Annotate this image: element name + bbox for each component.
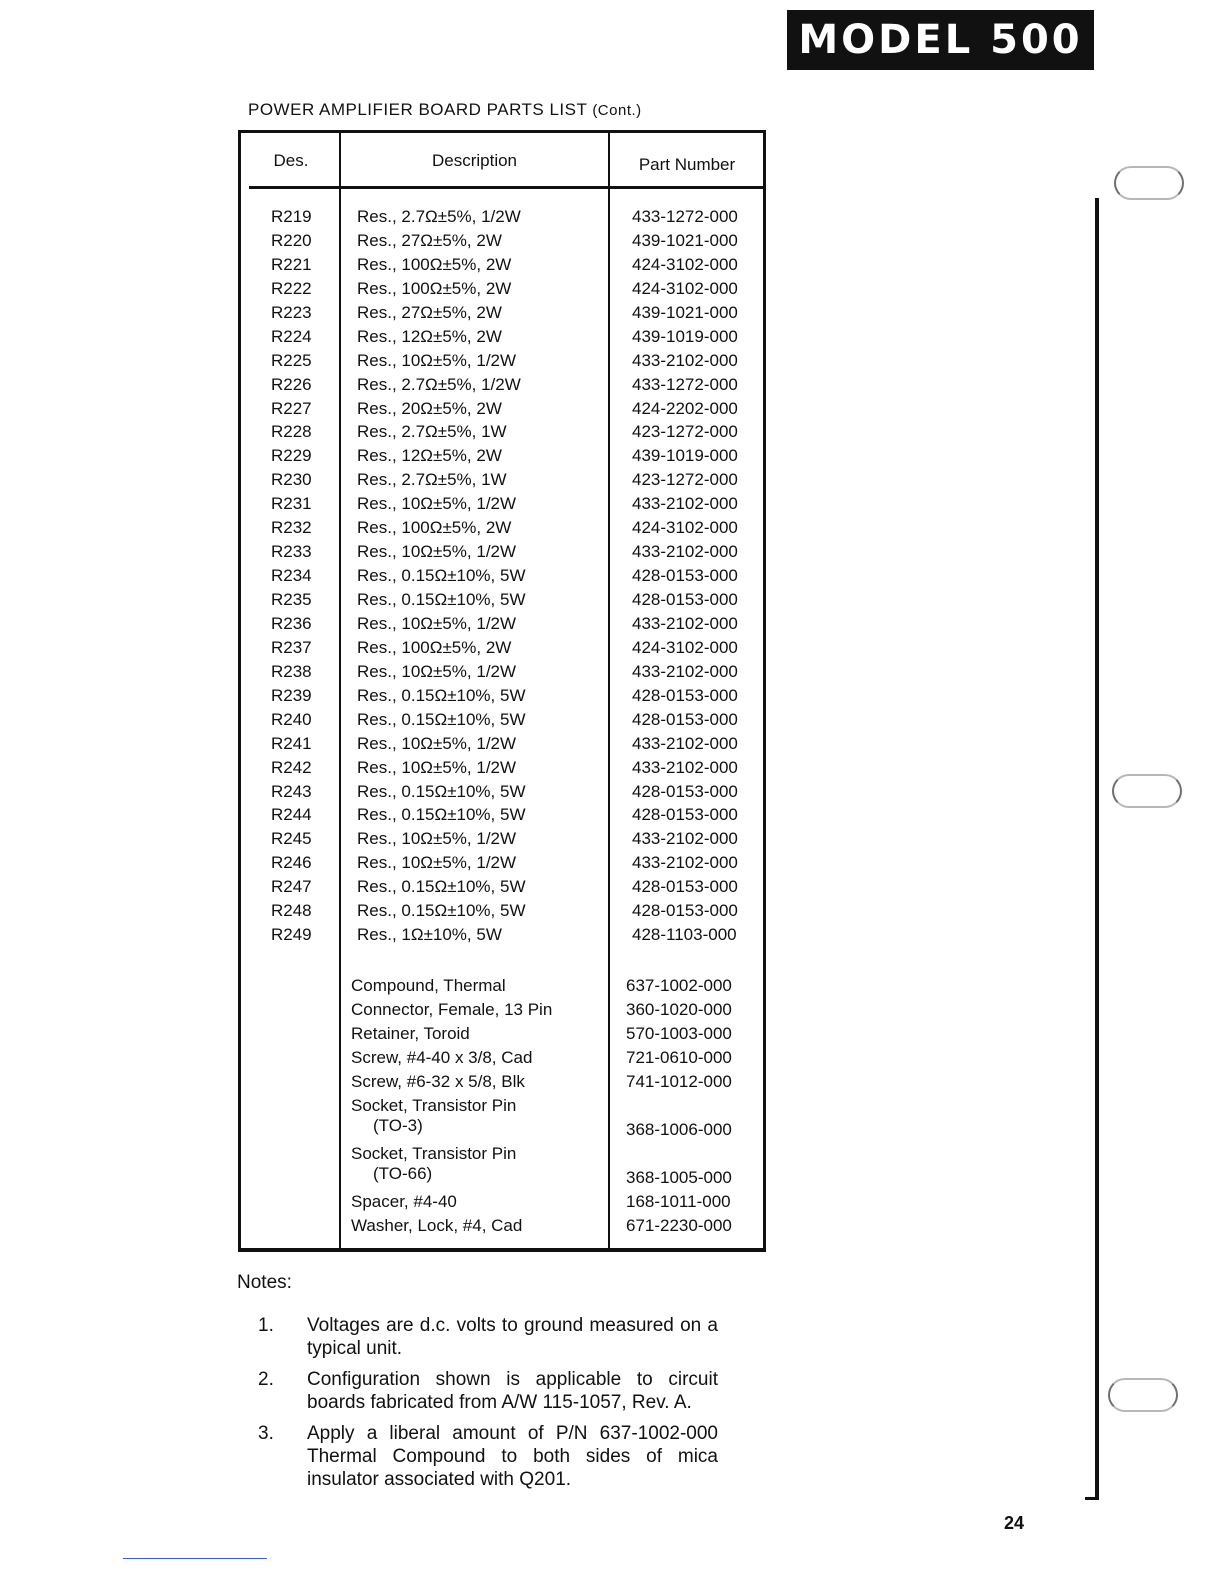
part-number-cell: 428-0153-000 (632, 590, 738, 609)
punch-hole-icon (1108, 1378, 1178, 1412)
description-cell: Res., 1Ω±10%, 5W (357, 925, 502, 945)
table-row (241, 1072, 763, 1096)
designator-cell: R246 (271, 853, 312, 873)
column-header-part-number: Part Number (638, 155, 736, 174)
part-number-cell: 439-1019-000 (632, 446, 738, 466)
binder-edge-foot (1085, 1497, 1099, 1500)
description-cell: Res., 100Ω±5%, 2W (357, 254, 512, 274)
part-number-cell: 428-0153-000 (632, 709, 738, 729)
note-text: Apply a liberal amount of P/N 637-1002-000 Thermal Compound to both sides of mica insulator associated with Q201. (307, 1423, 718, 1490)
description-cell: Res., 0.15Ω±10%, 5W (357, 877, 526, 897)
description-cell: Res., 12Ω±5%, 2W (357, 446, 502, 466)
table-row (241, 829, 763, 853)
table-row (241, 686, 763, 710)
table-row (241, 614, 763, 638)
description-cell: Res., 10Ω±5%, 1/2W (357, 494, 517, 514)
designator-cell: R235 (271, 590, 312, 609)
part-number-cell: 671-2230-000 (626, 1215, 732, 1235)
description-cell: Res., 0.15Ω±10%, 5W (357, 901, 526, 921)
description-cell: Res., 10Ω±5%, 1/2W (357, 613, 517, 633)
note-item (258, 1422, 718, 1491)
designator-cell: R226 (271, 374, 312, 394)
designator-cell: R236 (271, 613, 312, 633)
table-row (241, 1024, 763, 1048)
table-row (241, 1216, 763, 1240)
table-row (241, 853, 763, 877)
description-cell: Res., 10Ω±5%, 1/2W (357, 733, 517, 753)
designator-cell: R238 (271, 661, 312, 681)
description-cell: Res., 2.7Ω±5%, 1/2W (357, 374, 521, 394)
table-row (241, 566, 763, 590)
designator-cell: R240 (271, 709, 312, 729)
table-row (241, 303, 763, 327)
part-number-cell: 433-2102-000 (632, 350, 738, 370)
designator-cell: R227 (271, 398, 312, 418)
part-number-cell: 428-0153-000 (632, 877, 738, 897)
model-label: MODEL 500 (798, 17, 1083, 63)
model-banner (787, 10, 1094, 70)
table-row (241, 255, 763, 279)
punch-hole-icon (1112, 774, 1182, 808)
note-text: Configuration shown is applicable to circuit boards fabricated from A/W 115-1057, Rev. A. (307, 1369, 718, 1413)
description-cell (351, 1216, 522, 1236)
misc-rows (241, 976, 763, 1240)
designator-cell: R233 (271, 542, 312, 562)
notes-heading: Notes: (237, 1272, 292, 1293)
designator-cell: R245 (271, 829, 312, 849)
designator-cell: R249 (271, 925, 312, 945)
description-cell (351, 1024, 470, 1044)
designator-cell: R242 (271, 757, 312, 777)
page-title (248, 100, 642, 120)
description-subtext: (TO-3) (373, 1115, 423, 1135)
designator-cell: R231 (271, 494, 312, 514)
description-cell: Res., 100Ω±5%, 2W (357, 518, 512, 538)
part-number-cell: 637-1002-000 (626, 976, 732, 995)
part-number-cell: 570-1003-000 (626, 1023, 732, 1043)
description-cell (351, 1144, 516, 1184)
description-text: Connector, Female, 13 Pin (351, 999, 553, 1019)
note-number: 3. (258, 1423, 274, 1444)
table-row (241, 1144, 763, 1192)
part-number-cell: 433-2102-000 (632, 829, 738, 849)
description-text: Socket, Transistor Pin (351, 1143, 517, 1163)
description-cell: Res., 100Ω±5%, 2W (357, 637, 512, 657)
table-row (241, 399, 763, 423)
part-number-cell: 360-1020-000 (626, 999, 732, 1019)
table-row (241, 470, 763, 494)
description-cell: Res., 0.15Ω±10%, 5W (357, 709, 526, 729)
designator-cell: R239 (271, 685, 312, 705)
designator-cell: R224 (271, 326, 312, 346)
notes-list (258, 1314, 718, 1499)
part-number-cell: 424-3102-000 (632, 254, 738, 274)
table-row (241, 446, 763, 470)
part-number-cell: 424-2202-000 (632, 398, 738, 418)
description-text: Screw, #4-40 x 3/8, Cad (351, 1047, 533, 1067)
table-row (241, 231, 763, 255)
designator-cell: R219 (271, 207, 312, 226)
designator-cell: R230 (271, 470, 312, 490)
designator-cell: R241 (271, 733, 312, 753)
table-row (241, 351, 763, 375)
footnote-rule (123, 1558, 267, 1559)
note-number: 1. (258, 1315, 274, 1336)
description-cell: Res., 100Ω±5%, 2W (357, 278, 512, 298)
part-number-cell: 433-2102-000 (632, 757, 738, 777)
table-row (241, 805, 763, 829)
column-header-description: Description (431, 151, 518, 170)
list-title-text: POWER AMPLIFIER BOARD PARTS LIST (248, 100, 588, 119)
table-row (241, 638, 763, 662)
table-row (241, 901, 763, 925)
description-text: Washer, Lock, #4, Cad (351, 1215, 523, 1235)
table-row (241, 1096, 763, 1144)
designator-cell: R232 (271, 518, 312, 538)
description-cell: Res., 0.15Ω±10%, 5W (357, 566, 526, 586)
part-number-cell: 428-1103-000 (632, 925, 737, 945)
description-cell: Res., 12Ω±5%, 2W (357, 326, 502, 346)
table-row (241, 207, 763, 231)
table-row (241, 279, 763, 303)
description-cell: Res., 10Ω±5%, 1/2W (357, 661, 517, 681)
table-row (241, 710, 763, 734)
part-number-cell: 433-2102-000 (632, 494, 738, 514)
part-number-cell: 439-1021-000 (632, 230, 738, 250)
description-cell: Res., 0.15Ω±10%, 5W (357, 805, 526, 825)
description-cell (351, 1096, 516, 1136)
description-cell (351, 1072, 525, 1092)
description-cell (351, 1048, 532, 1068)
list-title-suffix: (Cont.) (592, 102, 642, 119)
designator-cell: R221 (271, 254, 312, 274)
description-cell: Res., 2.7Ω±5%, 1W (357, 470, 507, 490)
note-text: Voltages are d.c. volts to ground measured on a typical unit. (307, 1315, 718, 1359)
description-text: Spacer, #4-40 (351, 1191, 457, 1211)
description-cell: Res., 2.7Ω±5%, 1/2W (357, 207, 521, 226)
table-row (241, 518, 763, 542)
note-item (258, 1368, 718, 1414)
designator-cell: R225 (271, 350, 312, 370)
part-number-cell: 424-3102-000 (632, 637, 738, 657)
designator-cell: R222 (271, 278, 312, 298)
column-header-des: Des. (273, 151, 309, 170)
part-number-cell: 428-0153-000 (632, 566, 738, 586)
table-row (241, 542, 763, 566)
table-row (241, 925, 763, 949)
table-row (241, 494, 763, 518)
table-row (241, 1048, 763, 1072)
part-number-cell: 439-1021-000 (632, 302, 738, 322)
part-number-cell: 433-2102-000 (632, 853, 738, 873)
part-number-cell: 424-3102-000 (632, 278, 738, 298)
table-row (241, 1000, 763, 1024)
part-number-cell: 423-1272-000 (632, 422, 738, 442)
designator-cell: R220 (271, 230, 312, 250)
description-subtext: (TO-66) (373, 1163, 433, 1183)
designator-cell: R229 (271, 446, 312, 466)
description-text: Compound, Thermal (351, 976, 506, 995)
parts-table (238, 130, 766, 1252)
designator-cell: R234 (271, 566, 312, 586)
designator-cell: R247 (271, 877, 312, 897)
description-cell: Res., 10Ω±5%, 1/2W (357, 757, 517, 777)
part-number-cell: 433-1272-000 (632, 207, 738, 226)
designator-cell: R244 (271, 805, 312, 825)
designator-cell: R223 (271, 302, 312, 322)
part-number-cell: 368-1005-000 (626, 1167, 732, 1187)
description-cell: Res., 0.15Ω±10%, 5W (357, 781, 526, 801)
note-item (258, 1314, 718, 1360)
table-row (241, 422, 763, 446)
table-row (241, 782, 763, 806)
part-number-cell: 368-1006-000 (626, 1119, 732, 1139)
part-number-cell: 428-0153-000 (632, 805, 738, 825)
table-row (241, 327, 763, 351)
description-cell (351, 976, 506, 996)
note-number: 2. (258, 1369, 274, 1390)
table-row (241, 734, 763, 758)
description-cell: Res., 10Ω±5%, 1/2W (357, 829, 517, 849)
table-row (241, 590, 763, 614)
part-number-cell: 433-2102-000 (632, 733, 738, 753)
table-row (241, 976, 763, 1000)
table-row (241, 375, 763, 399)
description-text: Screw, #6-32 x 5/8, Blk (351, 1071, 525, 1091)
designator-cell: R228 (271, 422, 312, 442)
description-cell (351, 1192, 457, 1212)
description-text: Retainer, Toroid (351, 1023, 470, 1043)
header-divider (249, 186, 763, 189)
designator-cell: R248 (271, 901, 312, 921)
punch-hole-icon (1114, 166, 1184, 200)
description-text: Socket, Transistor Pin (351, 1095, 517, 1115)
table-row (241, 758, 763, 782)
table-row (241, 1192, 763, 1216)
resistor-rows (241, 207, 763, 949)
page-number: 24 (1004, 1513, 1025, 1533)
description-cell: Res., 27Ω±5%, 2W (357, 230, 502, 250)
description-cell: Res., 0.15Ω±10%, 5W (357, 685, 526, 705)
binder-edge (1095, 198, 1099, 1500)
part-number-cell: 433-2102-000 (632, 613, 738, 633)
designator-cell: R243 (271, 781, 312, 801)
description-cell: Res., 20Ω±5%, 2W (357, 398, 502, 418)
part-number-cell: 423-1272-000 (632, 470, 738, 490)
part-number-cell: 433-2102-000 (632, 542, 738, 562)
table-row (241, 877, 763, 901)
part-number-cell: 433-2102-000 (632, 661, 738, 681)
designator-cell: R237 (271, 637, 312, 657)
part-number-cell: 721-0610-000 (626, 1047, 732, 1067)
part-number-cell: 428-0153-000 (632, 901, 738, 921)
description-cell: Res., 10Ω±5%, 1/2W (357, 542, 517, 562)
part-number-cell: 439-1019-000 (632, 326, 738, 346)
part-number-cell: 428-0153-000 (632, 781, 738, 801)
description-cell: Res., 27Ω±5%, 2W (357, 302, 502, 322)
description-cell: Res., 0.15Ω±10%, 5W (357, 590, 526, 609)
description-cell: Res., 2.7Ω±5%, 1W (357, 422, 507, 442)
part-number-cell: 168-1011-000 (626, 1191, 731, 1211)
table-row (241, 662, 763, 686)
part-number-cell: 433-1272-000 (632, 374, 738, 394)
description-cell (351, 1000, 552, 1020)
description-cell: Res., 10Ω±5%, 1/2W (357, 350, 517, 370)
part-number-cell: 428-0153-000 (632, 685, 738, 705)
description-cell: Res., 10Ω±5%, 1/2W (357, 853, 517, 873)
part-number-cell: 741-1012-000 (626, 1071, 732, 1091)
part-number-cell: 424-3102-000 (632, 518, 738, 538)
